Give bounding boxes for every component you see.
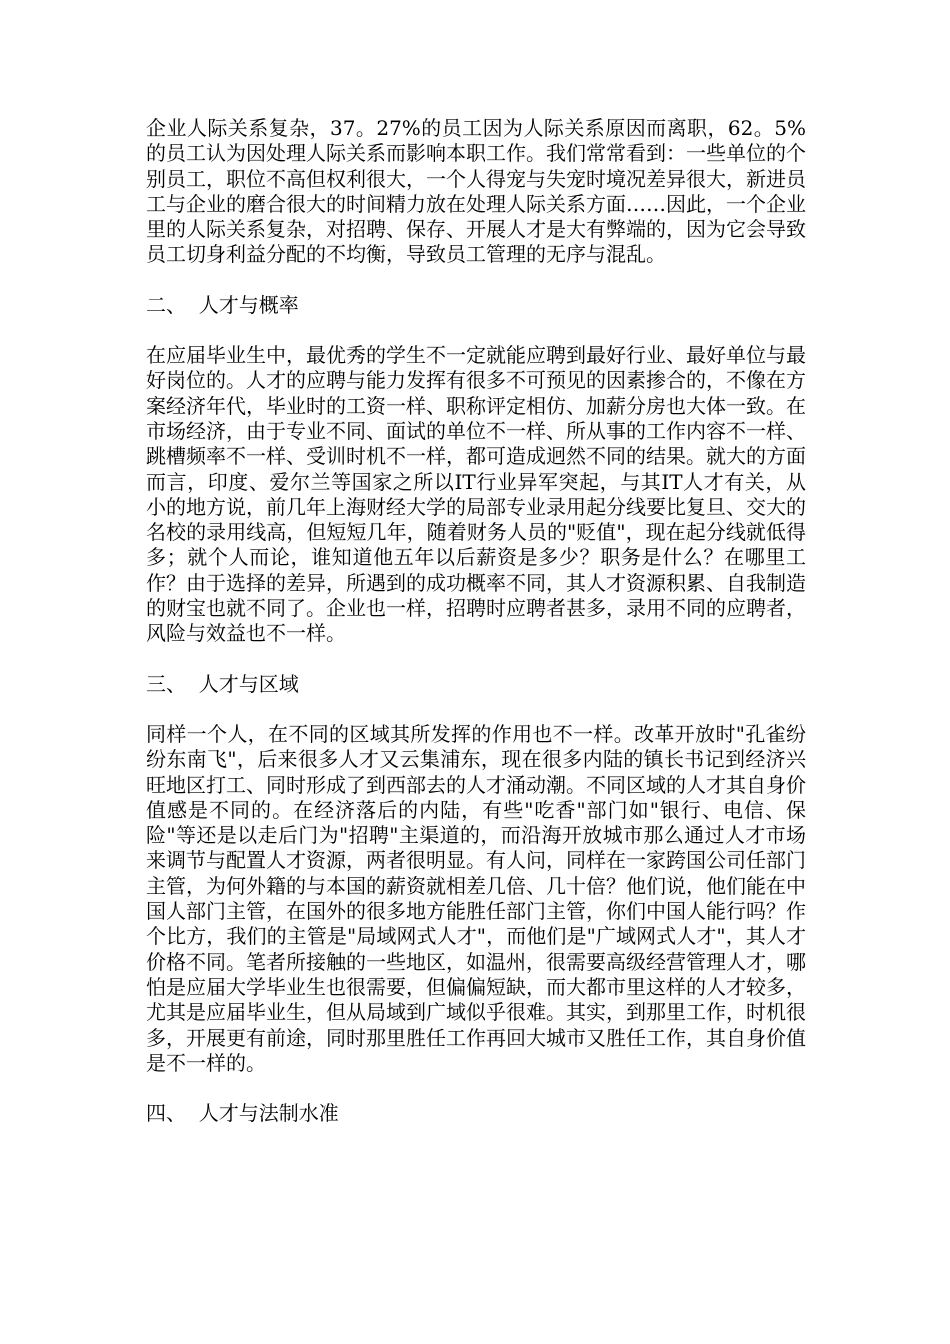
paragraph-interpersonal-relations: 企业人际关系复杂，37。27%的员工因为人际关系原因而离职，62。5%的员工认为因处理人际关系而影响本职工作。我们常常看到：一些单位的个别员工，职位不高但权利很大，一个人得宠与失宠时境况差异很大，新进员工与企业的磨合很大的时间精力放在处理人际关系方面……因此，一个企业里的人际关系复杂，对招聘、保存、开展人才是大有弊端的，因为它会导致员工切身利益分配的不均衡，导致员工管理的无序与混乱。	[146, 116, 806, 267]
paragraph-talent-and-region: 同样一个人，在不同的区域其所发挥的作用也不一样。改革开放时"孔雀纷纷东南飞"，后来很多人才又云集浦东，现在很多内陆的镇长书记到经济兴旺地区打工、同时形成了到西部去的人才涌动潮。不同区域的人才其自身价值感是不同的。在经济落后的内陆，有些"吃香"部门如"银行、电信、保险"等还是以走后门为"招聘"主渠道的，而沿海开放城市那么通过人才市场来调节与配置人才资源，两者很明显。有人问，同样在一家跨国公司任部门主管，为何外籍的与本国的薪资就相差几倍、几十倍？他们说，他们能在中国人部门主管，在国外的很多地方能胜任部门主管，你们中国人能行吗？作个比方，我们的主管是"局域网式人才"，而他们是"广域网式人才"，其人才价格不同。笔者所接触的一些地区，如温州，很需要高级经营管理人才，哪怕是应届大学毕业生也很需要，但偏偏短缺，而大都市里这样的人才较多，尤其是应届毕业生，但从局域到广域似乎很难。其实，到那里工作，时机很多，开展更有前途，同时那里胜任工作再回大城市又胜任工作，其自身价值是不一样的。	[146, 721, 806, 1075]
section-heading-talent-and-legal-standard: 四、 人才与法制水准	[146, 1101, 339, 1126]
document-body	[146, 116, 806, 1126]
paragraph-talent-and-probability: 在应届毕业生中，最优秀的学生不一定就能应聘到最好行业、最好单位与最好岗位的。人才的应聘与能力发挥有很多不可预见的因素掺合的，不像在方案经济年代，毕业时的工资一样、职称评定相仿、加薪分房也大体一致。在市场经济，由于专业不同、面试的单位不一样、所从事的工作内容不一样、跳槽频率不一样、受训时机不一样，都可造成迥然不同的结果。就大的方面而言，印度、爱尔兰等国家之所以IT行业异军突起，与其IT人才有关，从小的地方说，前几年上海财经大学的局部专业录用起分线要比复旦、交大的名校的录用线高，但短短几年，随着财务人员的"贬值"，现在起分线就低得多；就个人而论，谁知道他五年以后薪资是多少？职务是什么？在哪里工作？由于选择的差异，所遇到的成功概率不同，其人才资源积累、自我制造的财宝也就不同了。企业也一样，招聘时应聘者甚多，录用不同的应聘者，风险与效益也不一样。	[146, 343, 806, 646]
section-heading-talent-and-region: 三、 人才与区域	[146, 671, 299, 696]
section-heading-talent-and-probability: 二、 人才与概率	[146, 292, 299, 317]
